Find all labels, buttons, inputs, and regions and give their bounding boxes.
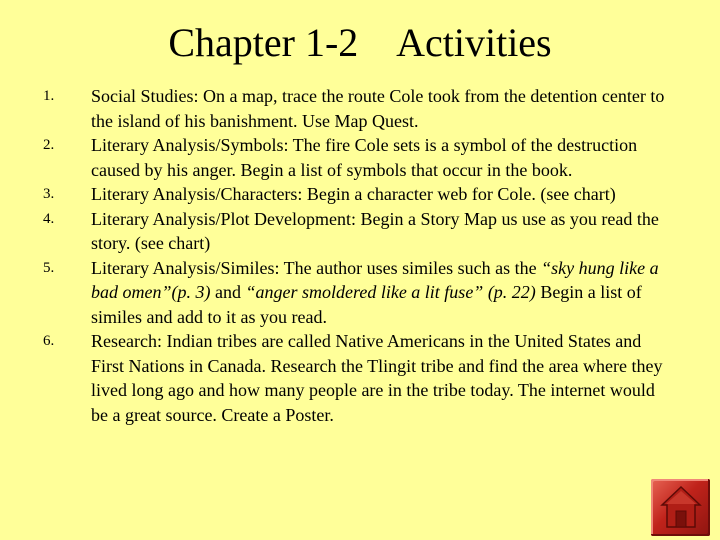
item-text: Literary Analysis/Characters: Begin a character web for Cole. (see chart) bbox=[91, 184, 616, 204]
item-number: 5. bbox=[43, 259, 55, 276]
item-number: 4. bbox=[43, 210, 55, 227]
list-item bbox=[0, 84, 666, 133]
item-text: Literary Analysis/Symbols: The fire Cole sets is a symbol of the destruction caused by his anger. Begin a list of symbols that occur in the book. bbox=[91, 135, 638, 180]
item-text: Social Studies: On a map, trace the route Cole took from the detention center to the island of his banishment. Use Map Quest. bbox=[91, 86, 665, 131]
item-text: and bbox=[210, 282, 246, 302]
home-button[interactable] bbox=[651, 479, 710, 536]
item-number: 1. bbox=[43, 88, 55, 104]
item-text: Literary Analysis/Plot Development: Begin a Story Map us use as you read the story. (see chart) bbox=[91, 208, 659, 253]
item-number: 3. bbox=[43, 186, 55, 202]
list-item bbox=[0, 329, 666, 427]
item-text: Research: Indian tribes are called Native Americans in the United States and First Nations in Canada. Research the Tlingit tribe and find the area where they lived long ago and how many people are in the tribe today. The internet would be a great source. Create a Poster. bbox=[91, 331, 663, 425]
list-item bbox=[0, 256, 666, 330]
list-item bbox=[0, 182, 666, 207]
simile-quote: “sky hung like a bad omen”(p. 3) bbox=[91, 257, 659, 302]
home-icon bbox=[660, 485, 702, 529]
list-item bbox=[0, 207, 666, 256]
list-item bbox=[0, 133, 666, 182]
activity-list bbox=[0, 84, 720, 427]
slide-title: Chapter 1-2 Activities bbox=[168, 20, 552, 65]
simile-quote: “anger smoldered like a lit fuse” (p. 22) bbox=[245, 282, 536, 302]
item-number: 2. bbox=[43, 137, 55, 153]
item-text: Literary Analysis/Similes: The author uses similes such as the bbox=[91, 257, 542, 278]
item-text: Begin a list of similes and add to it as you read. bbox=[91, 282, 642, 327]
item-number: 6. bbox=[43, 333, 55, 349]
